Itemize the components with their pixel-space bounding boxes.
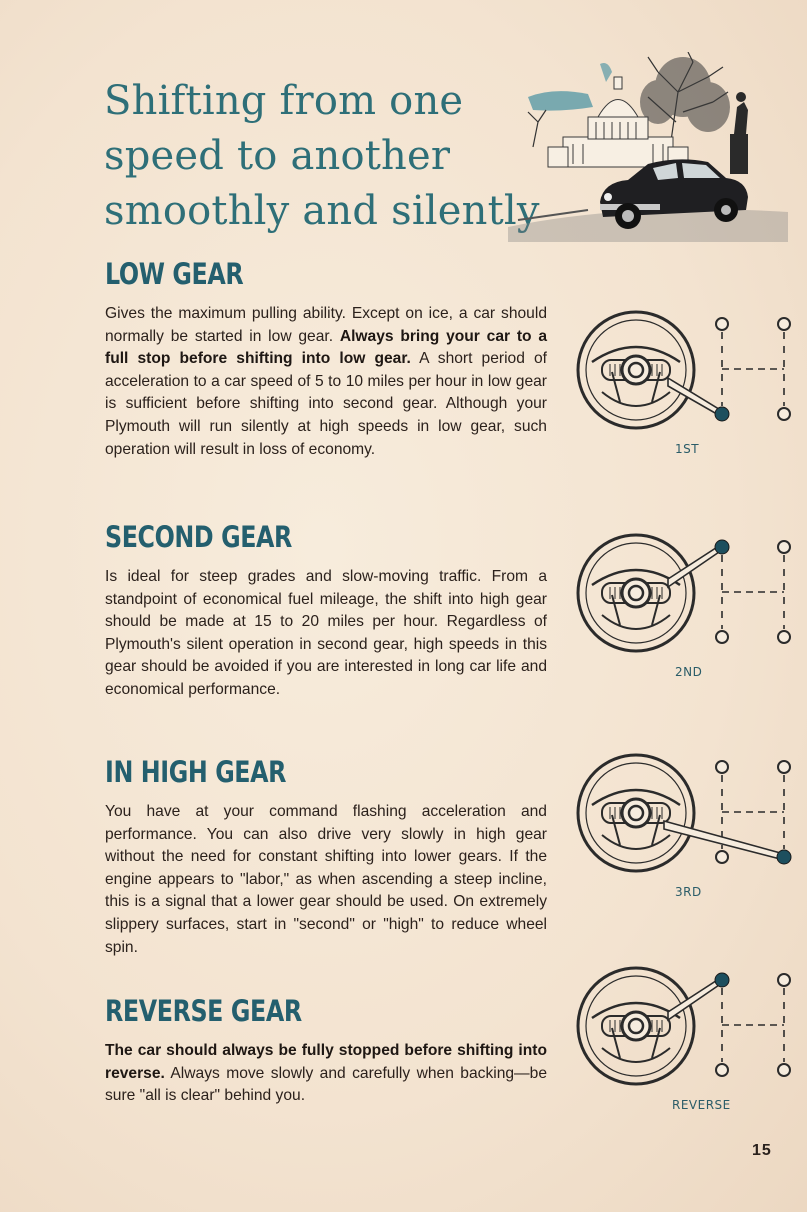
section-reverse-gear — [105, 994, 547, 1108]
steering-wheel-shift-pattern-icon — [572, 745, 802, 895]
body-text: Is ideal for steep grades and slow-moving traffic. From a standpoint of economical fuel mileage, the shift into high gear should be made at 15 to 20 miles per hour. Regardless of Plymouth's silent operation in second gear, high speeds in this gear should be avoided if you are interested in long car life and economical performance. — [105, 568, 547, 698]
gear-diagram-reverse — [572, 958, 802, 1112]
section-heading: SECOND GEAR — [105, 520, 292, 554]
page-title — [104, 74, 574, 239]
gear-diagram-3rd — [572, 745, 802, 899]
section-body — [105, 801, 547, 959]
body-bold-text: The car should always be fully stopped before shifting into reverse. — [105, 1042, 547, 1082]
body-bold-text: Always bring your car to a full stop before shifting into low gear. — [105, 327, 547, 368]
section-body — [105, 566, 547, 702]
body-text: Always move slowly and carefully when backing—be sure "all is clear" behind you. — [105, 1064, 547, 1105]
body-text: Gives the maximum pulling ability. Except on ice, a car should normally be started in low gear. — [105, 305, 547, 345]
section-heading: LOW GEAR — [105, 257, 244, 291]
gear-diagram-1st — [572, 302, 802, 456]
steering-wheel-shift-pattern-icon — [572, 958, 802, 1108]
section-heading: IN HIGH GEAR — [105, 755, 287, 789]
title-line-3: smoothly and silently — [104, 188, 540, 234]
body-text: A short period of acceleration to a car speed of 5 to 10 miles per hour in low gear is sufficient before shifting into second gear. Although your Plymouth will run silently at high speeds in low gear, such operation will result in loss of economy. — [105, 350, 547, 458]
title-line-1: Shifting from one — [104, 78, 464, 124]
gear-diagram-2nd — [572, 525, 802, 679]
gear-label: 2ND — [675, 665, 703, 679]
gear-label: REVERSE — [672, 1098, 731, 1112]
capitol-car-illustration-icon — [508, 52, 788, 242]
gear-label: 1ST — [675, 442, 700, 456]
section-body — [105, 1040, 547, 1108]
section-body — [105, 303, 547, 461]
steering-wheel-shift-pattern-icon — [572, 525, 802, 675]
page-number: 15 — [752, 1142, 772, 1159]
section-high-gear — [105, 755, 547, 959]
section-low-gear — [105, 257, 547, 461]
title-line-2: speed to another — [104, 133, 451, 179]
section-heading: REVERSE GEAR — [105, 994, 302, 1028]
steering-wheel-shift-pattern-icon — [572, 302, 802, 452]
gear-label: 3RD — [675, 885, 702, 899]
section-second-gear — [105, 520, 547, 702]
body-text: You have at your command flashing acceleration and performance. You can also drive very slowly in high gear without the need for constant shifting into lower gears. If the engine appears to "labor," as when ascending a steep incline, this is a signal that a lower gear should be used. On extremely slippery surfaces, start in "second" or "high" to reduce wheel spin. — [105, 803, 547, 956]
